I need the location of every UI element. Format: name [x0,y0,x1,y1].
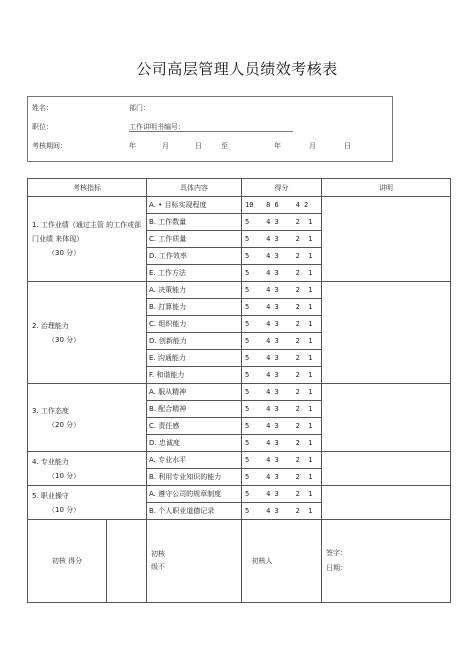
category-cell [28,452,147,486]
reviewer-cell[interactable] [242,520,322,603]
score-options[interactable]: 5 4 3 2 1 [242,350,322,367]
score-options[interactable]: 5 4 3 2 1 [242,486,322,503]
category-name: 5. 职业操守 [32,491,69,500]
level-value[interactable] [195,520,241,602]
header-remark: 讲明 [322,179,451,197]
table-row [28,197,451,214]
item-label: C. 组织能力 [147,316,242,333]
item-label: B. 工作数量 [147,214,242,231]
table-row [28,486,451,503]
level-label [147,520,195,602]
score-options[interactable]: 5 4 3 2 1 [242,265,322,282]
header-indicator: 考核指标 [28,179,147,197]
sign-label: 签字： [326,549,347,557]
score-options[interactable]: 5 4 3 2 1 [242,401,322,418]
score-options[interactable]: 5 4 3 2 1 [242,248,322,265]
score-options[interactable]: 5 4 3 2 1 [242,367,322,384]
score-options[interactable]: 5 4 3 2 1 [242,435,322,452]
date-label: 日期： [326,564,347,572]
table-row [28,384,451,401]
remark-cell[interactable] [322,452,451,486]
period-end-month: 月 [309,142,316,150]
score-options[interactable]: 5 4 3 2 1 [242,214,322,231]
period-end-year: 年 [274,142,281,150]
evaluation-table [27,178,451,603]
position-label: 职位： [32,123,53,131]
item-label: D. 工作效率 [147,248,242,265]
header-score: 得分 [242,179,322,197]
score-options[interactable]: 5 4 3 2 1 [242,333,322,350]
category-cell [28,384,147,452]
initial-score-value[interactable] [107,520,146,602]
score-options[interactable]: 5 4 3 2 1 [242,418,322,435]
item-label: D. 创新能力 [147,333,242,350]
level-cell[interactable] [147,520,242,603]
item-label: A. 服从精神 [147,384,242,401]
score-options[interactable]: 5 4 3 2 1 [242,231,322,248]
score-options[interactable]: 5 4 3 2 1 [242,282,322,299]
category-points: （20 分） [48,420,81,429]
category-cell [28,486,147,520]
item-label: E. 沟通能力 [147,350,242,367]
signature-cell[interactable] [322,520,451,603]
category-points: （30 分） [48,335,81,344]
page-title: 公司高层管理人员绩效考核表 [136,60,338,78]
jobdesc-underline [129,131,293,132]
category-points: （30 分） [48,249,81,257]
score-options[interactable]: 5 4 3 2 1 [242,503,322,520]
category-points: （10 分） [48,471,81,480]
score-options[interactable]: 10 8 6 4 2 [242,197,322,214]
category-name: 4. 专业能力 [32,457,69,466]
period-start-year: 年 [129,142,136,150]
jobdesc-label: 工作讲明书编号： [129,123,185,131]
category-cell [28,197,147,282]
item-label: A. 专业水平 [147,452,242,469]
remark-cell[interactable] [322,384,451,452]
item-label: B. 利用专业知识的能力 [147,469,242,486]
item-label: C. 责任感 [147,418,242,435]
name-label: 姓名： [32,104,53,112]
item-label: A. • 目标实现程度 [147,197,242,214]
period-end-day: 日 [344,142,351,150]
category-cell [28,282,147,384]
item-label: B. 个人职业道德记录 [147,503,242,520]
item-label: A. 决策能力 [147,282,242,299]
remark-cell[interactable] [322,486,451,520]
item-label: A. 遵守公司的规章制度 [147,486,242,503]
table-row [28,282,451,299]
category-points: （10 分） [48,505,81,514]
reviewer-label: 初核人 [251,557,273,565]
category-name: 2. 治理能力 [32,321,69,330]
score-options[interactable]: 5 4 3 2 1 [242,316,322,333]
score-options[interactable]: 5 4 3 2 1 [242,469,322,486]
initial-score-label: 初核 得分 [28,520,107,602]
item-label: C. 工作质量 [147,231,242,248]
score-options[interactable]: 5 4 3 2 1 [242,452,322,469]
table-row [28,452,451,469]
reviewer-value[interactable] [282,520,321,602]
summary-row [28,520,451,603]
remark-cell[interactable] [322,282,451,384]
item-label: F. 和谐能力 [147,367,242,384]
remark-cell[interactable] [322,197,451,282]
level-label-line1: 初核 [151,550,165,558]
item-label: B. 打算能力 [147,299,242,316]
period-start-month: 月 [162,142,169,150]
period-start-day: 日 [195,142,202,150]
category-name: 1. 工作业绩（通过主管 的工作或部门业绩 来体现） [32,221,142,243]
employee-info-box [27,96,393,162]
item-label: D. 忠诚度 [147,435,242,452]
period-label: 考核期间： [32,142,67,150]
initial-score-cell[interactable] [28,520,147,603]
category-name: 3. 工作态度 [32,406,69,415]
score-options[interactable]: 5 4 3 2 1 [242,299,322,316]
header-content: 具体内容 [147,179,242,197]
dept-label: 部门： [129,104,150,112]
period-to: 至 [221,142,228,150]
item-label: E. 工作方法 [147,265,242,282]
item-label: B. 配合精神 [147,401,242,418]
score-options[interactable]: 5 4 3 2 1 [242,384,322,401]
level-label-line2: 级不 [151,563,165,571]
